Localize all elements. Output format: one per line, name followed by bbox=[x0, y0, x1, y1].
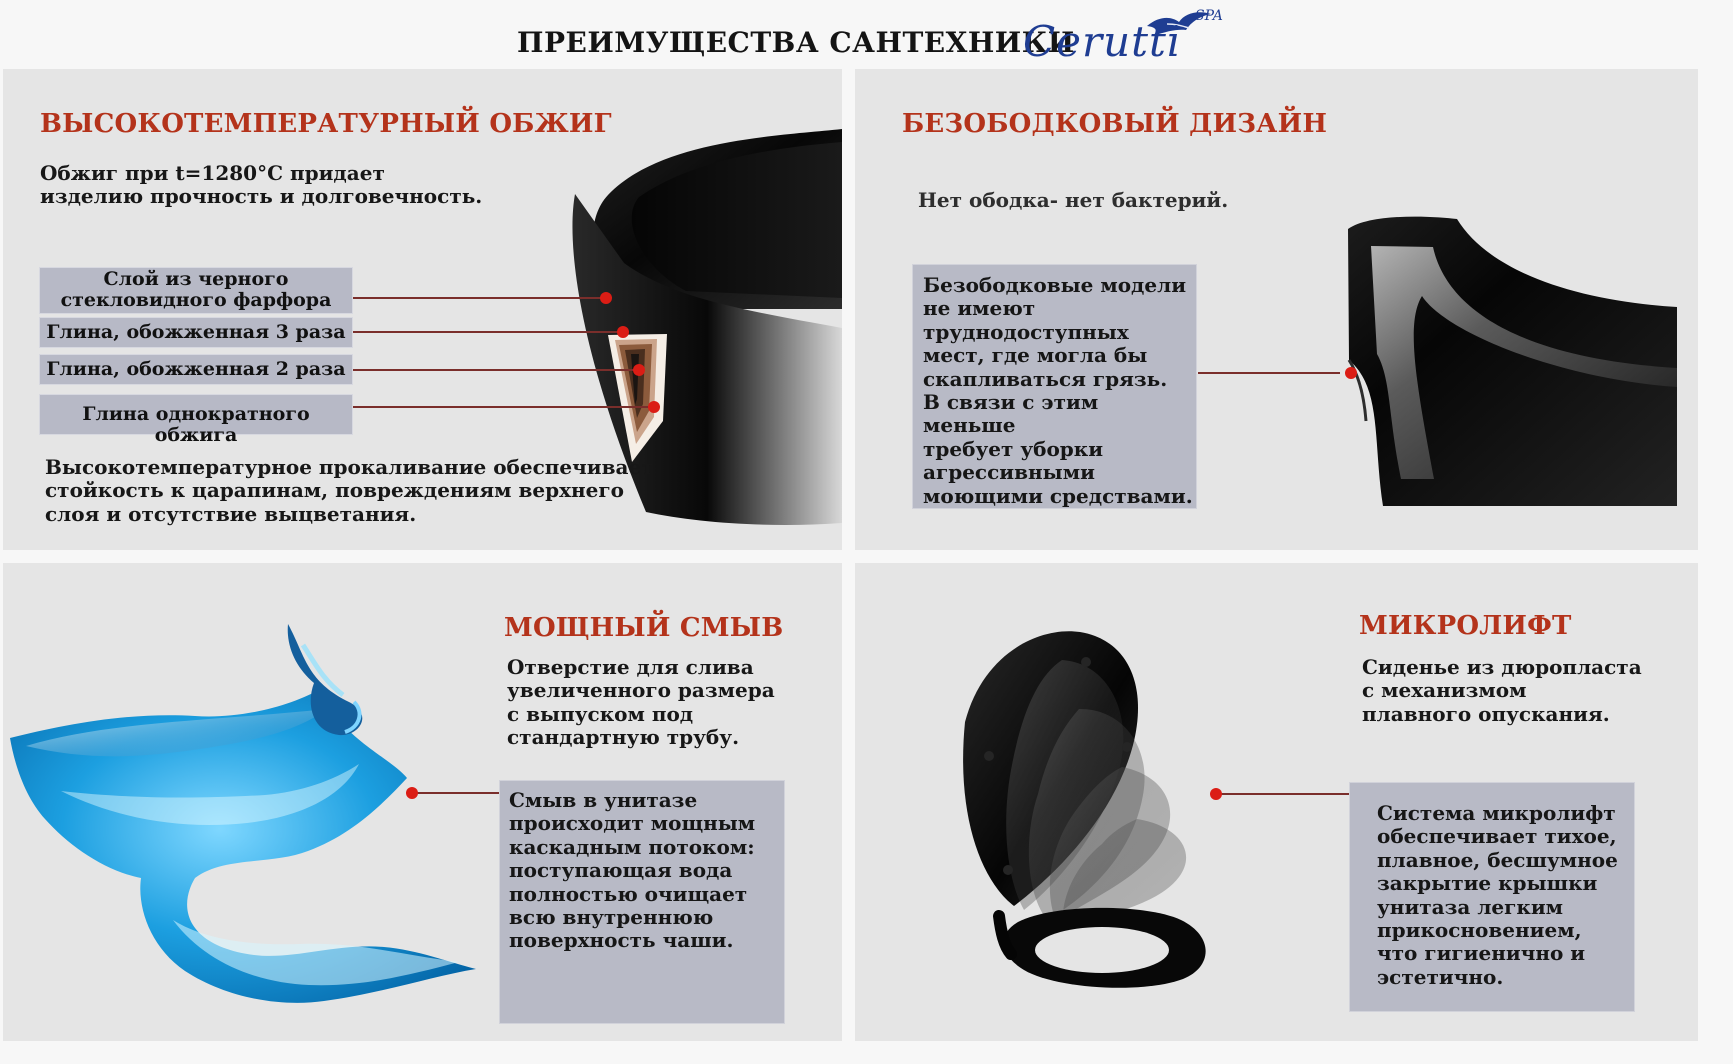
feature-title: БЕЗОБОДКОВЫЙ ДИЗАЙН bbox=[902, 109, 1328, 139]
layer-connector bbox=[353, 406, 656, 408]
feature-title: МОЩНЫЙ СМЫВ bbox=[504, 613, 784, 643]
page-header bbox=[0, 0, 1733, 68]
layer-label-clay-fired-twice: Глина, обожженная 2 раза bbox=[39, 354, 353, 385]
layer-connector bbox=[353, 297, 608, 299]
layer-label-clay-fired-three-times: Глина, обожженная 3 раза bbox=[39, 317, 353, 348]
layer-label-vitreous-china: Слой из черного стекловидного фарфора bbox=[39, 267, 353, 314]
microlift-connector bbox=[1221, 793, 1349, 795]
feature-intro: Нет ободка- нет бактерий. bbox=[918, 188, 1229, 212]
feature-intro: Сиденье из дюропласта с механизмом плавного опускания. bbox=[1362, 655, 1642, 726]
flush-pointer-dot bbox=[406, 787, 418, 799]
microlift-pointer-dot bbox=[1210, 788, 1222, 800]
feature-intro: Отверстие для слива увеличенного размера с выпуском под стандартную трубу. bbox=[507, 655, 775, 750]
feature-panel-soft-close bbox=[855, 563, 1698, 1041]
water-swirl-illustration bbox=[6, 620, 491, 1015]
feature-description: Безободковые модели не имеют труднодоступных мест, где могла бы скапливаться грязь. В связи с этим меньше требует уборки агрессивными моющими средствами. bbox=[923, 273, 1193, 508]
rimless-connector bbox=[1198, 372, 1340, 374]
layer-label-clay-fired-once: Глина однократного обжига bbox=[39, 394, 353, 435]
layer-pointer-dot bbox=[648, 401, 660, 413]
feature-panel-powerful-flush bbox=[3, 563, 842, 1041]
brand-logo bbox=[1023, 8, 1243, 68]
layer-pointer-dot bbox=[600, 292, 612, 304]
layer-connector bbox=[353, 369, 641, 371]
layer-connector bbox=[353, 331, 625, 333]
feature-description-box bbox=[499, 780, 785, 1024]
rimless-pointer-dot bbox=[1345, 367, 1357, 379]
brand-name: Cerutti bbox=[1023, 17, 1182, 66]
brand-suffix: SPA bbox=[1195, 8, 1223, 24]
feature-description-box bbox=[1349, 782, 1635, 1012]
layer-pointer-dot bbox=[617, 326, 629, 338]
feature-intro: Обжиг при t=1280°С придает изделию прочность и долговечность. bbox=[40, 161, 483, 209]
feature-description: Смыв в унитазе происходит мощным каскадным потоком: поступающая вода полностью очищает всю внутреннюю поверхность чаши. bbox=[509, 788, 756, 953]
layer-pointer-dot bbox=[633, 364, 645, 376]
feature-description: Система микролифт обеспечивает тихое, плавное, бесшумное закрытие крышки унитаза легким прикосновением, что гигиенично и эстетично. bbox=[1377, 801, 1618, 989]
feature-panel-firing bbox=[3, 69, 842, 550]
soft-close-seat-illustration bbox=[953, 628, 1283, 984]
feature-title: МИКРОЛИФТ bbox=[1359, 611, 1572, 641]
flush-connector bbox=[417, 792, 499, 794]
feature-description-box bbox=[912, 264, 1197, 509]
feature-panel-rimless bbox=[855, 69, 1698, 550]
feature-title: ВЫСОКОТЕМПЕРАТУРНЫЙ ОБЖИГ bbox=[40, 109, 612, 139]
rimless-bowl-profile-illustration bbox=[1338, 216, 1678, 506]
feature-description: Высокотемпературное прокаливание обеспечивает стойкость к царапинам, повреждениям верхнего слоя и отсутствие выцветания. bbox=[45, 455, 654, 526]
page-title: ПРЕИМУЩЕСТВА САНТЕХНИКИ bbox=[517, 26, 1075, 59]
